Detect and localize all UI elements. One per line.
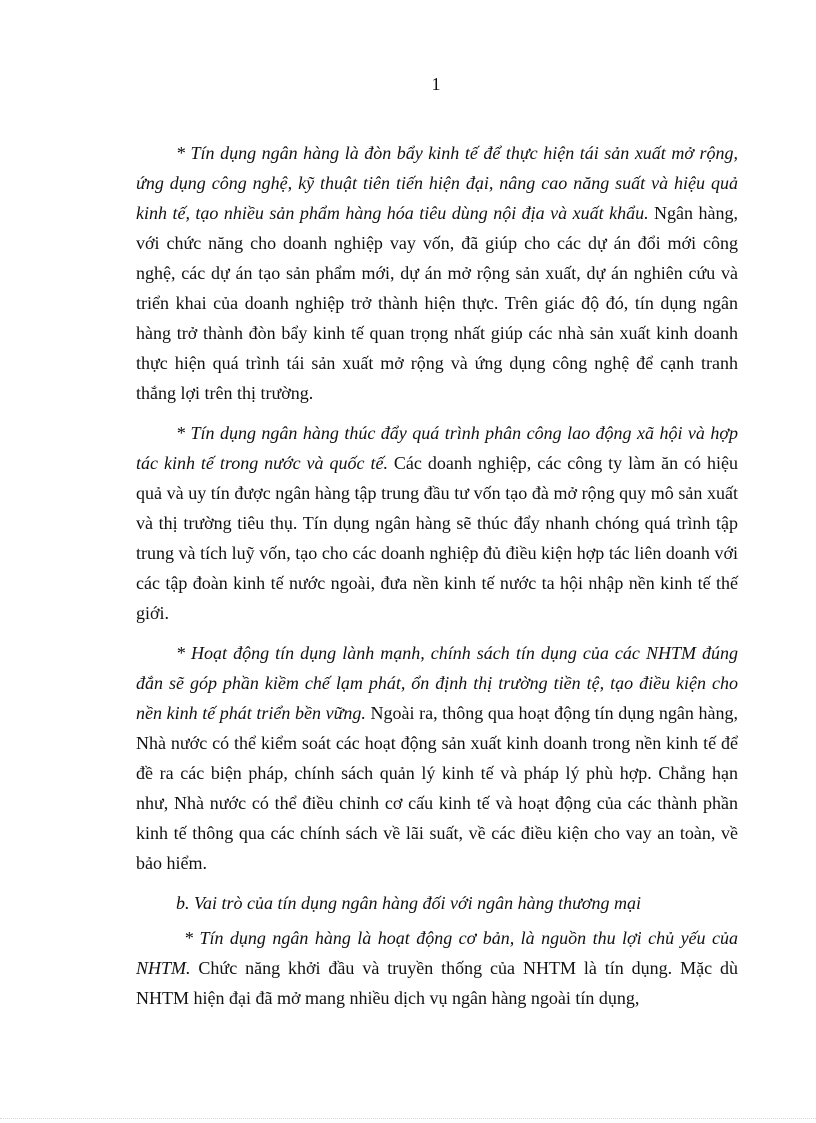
paragraph-labor-division (136, 418, 738, 628)
paragraph-credit-leverage (136, 138, 738, 408)
paragraph-lead: * Tín dụng ngân hàng thúc đẩy quá trình phân công lao động xã hội và hợp tác kinh tế trong nước và quốc tế. (136, 423, 738, 473)
paragraph-body: Ngân hàng, với chức năng cho doanh nghiệp vay vốn, đã giúp cho các dự án đổi mới công nghệ, các dự án tạo sản phẩm mới, dự án mở rộng sản xuất, dự án nghiên cứu và triển khai của doanh nghiệp trở thành hiện thực. Trên giác độ đó, tín dụng ngân hàng trở thành đòn bẩy kinh tế quan trọng nhất giúp các nhà sản xuất kinh doanh thực hiện quá trình tái sản xuất mở rộng và ứng dụng công nghệ để cạnh tranh thắng lợi trên thị trường. (136, 203, 739, 403)
paragraph-body: Các doanh nghiệp, các công ty làm ăn có hiệu quả và uy tín được ngân hàng tập trung đầu tư vốn tạo đà mở rộng quy mô sản xuất và thị trường tiêu thụ. Tín dụng ngân hàng sẽ thúc đẩy nhanh chóng quá trình tập trung và tích luỹ vốn, tạo cho các doanh nghiệp đủ điều kiện hợp tác liên doanh với các tập đoàn kinh tế nước ngoài, đưa nền kinh tế nước ta hội nhập nền kinh tế thế giới. (136, 453, 738, 623)
document-body (136, 138, 738, 1023)
page-bottom-divider (0, 1118, 816, 1119)
section-heading: b. Vai trò của tín dụng ngân hàng đối với ngân hàng thương mại (176, 893, 642, 913)
paragraph-body: Chức năng khởi đầu và truyền thống của NHTM là tín dụng. Mặc dù NHTM hiện đại đã mở mang nhiều dịch vụ ngân hàng ngoài tín dụng, (136, 958, 738, 1008)
paragraph-lead: * Hoạt động tín dụng lành mạnh, chính sách tín dụng của các NHTM đúng đắn sẽ góp phần kiềm chế lạm phát, ổn định thị trường tiền tệ, tạo điều kiện cho nền kinh tế phát triển bền vững. (136, 643, 738, 723)
paragraph-lead: * Tín dụng ngân hàng là hoạt động cơ bản, là nguồn thu lợi chủ yếu của NHTM. (136, 928, 738, 978)
paragraph-lead: * Tín dụng ngân hàng là đòn bẩy kinh tế để thực hiện tái sản xuất mở rộng, ứng dụng công nghệ, kỹ thuật tiên tiến hiện đại, nâng cao năng suất và hiệu quả kinh tế, tạo nhiều sản phẩm hàng hóa tiêu dùng nội địa và xuất khẩu. (136, 143, 738, 223)
paragraph-credit-policy (136, 638, 738, 878)
paragraph-body: Ngoài ra, thông qua hoạt động tín dụng ngân hàng, Nhà nước có thể kiểm soát các hoạt động sản xuất kinh doanh trong nền kinh tế để đề ra các biện pháp, chính sách quản lý kinh tế và pháp lý phù hợp. Chẳng hạn như, Nhà nước có thể điều chỉnh cơ cấu kinh tế và hoạt động của các thành phần kinh tế thông qua các chính sách về lãi suất, về các điều kiện cho vay an toàn, về bảo hiểm. (136, 703, 738, 873)
page-number: 1 (431, 74, 441, 94)
paragraph-core-activity (136, 923, 738, 1013)
